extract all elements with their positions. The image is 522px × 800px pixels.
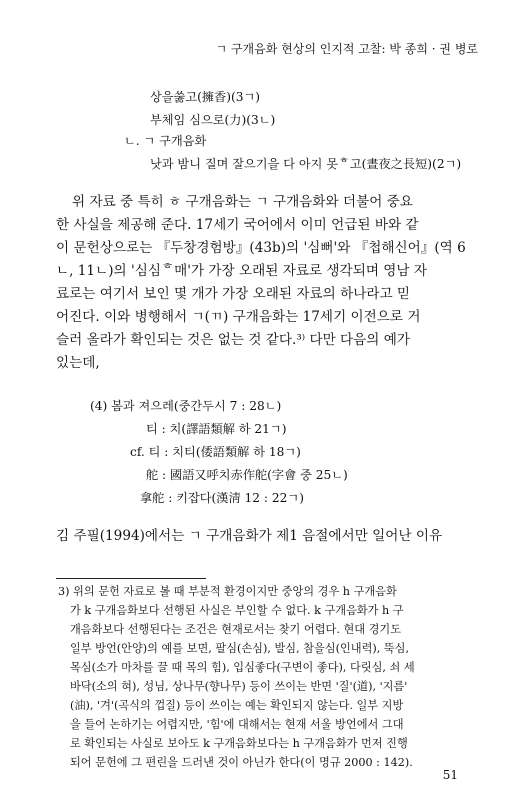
footnote-line: 되어 문헌에 그 편린을 드러낸 것이 아닌가 한다(이 명규 2000 : 142). — [70, 756, 413, 769]
body-line: ㄴ, 11ㄴ)의 '심심ᄒ매'가 가장 오래된 자료로 생각되며 영남 자 — [56, 263, 427, 279]
footnote-line: 목심(소가 마차를 끌 때 목의 힘), 입심좋다(구변이 좋다), 다릿심, 쇠 세 — [70, 661, 415, 674]
footnote-line: 가 k 구개음화보다 선행된 사실은 부인할 수 없다. k 구개음화가 h 구 — [70, 604, 404, 617]
page-number: 51 — [442, 768, 458, 782]
example-line: 티 : 치(譯語類解 하 21ㄱ) — [146, 422, 287, 436]
body-line: 슬러 올라가 확인되는 것은 없는 것 같다.³⁾ 다만 다음의 예가 — [56, 332, 411, 348]
example-line: cf. 티 : 치티(倭語類解 하 18ㄱ) — [130, 445, 301, 459]
body-line: 위 자료 중 특히 ㅎ 구개음화는 ㄱ 구개음화와 더불어 중요 — [72, 194, 413, 210]
footnote-line: 개음화보다 선행된다는 조건은 현재로서는 찾기 어렵다. 현대 경기도 — [70, 623, 402, 636]
footnote-line: 바닥(소의 혀), 성님, 상나무(향나무) 등이 쓰이는 반면 '질'(道), '지름' — [70, 680, 408, 693]
footnote-line: 일부 방언(안양)의 예를 보면, 팔심(손심), 발심, 참을심(인내력), 뚝심, — [70, 642, 410, 655]
footnote-line: 3) 위의 문헌 자료로 볼 때 부분적 환경이지만 중앙의 경우 h 구개음화 — [58, 585, 397, 598]
footnote-line: (油), '겨'(곡식의 껍질) 등이 쓰이는 예는 확인되지 않는다. 일부 지방 — [70, 699, 404, 712]
example-line: 拿舵 : 키잡다(漢淸 12 : 22ㄱ) — [140, 491, 304, 505]
body-line: 어진다. 이와 병행해서 ㄱ(ㄲ) 구개음화는 17세기 이전으로 거 — [56, 309, 421, 325]
example-line: 부체임 심으로(力)(3ㄴ) — [150, 113, 276, 127]
body-line: 이 문헌상으로는 『두창경험방』(43b)의 '심뻐'와 『첩해신어』(역 6 — [56, 240, 466, 256]
footnote-rule — [56, 578, 206, 579]
running-header: ㄱ 구개음화 현상의 인지적 고찰: 박 종희 · 권 병로 — [215, 42, 478, 56]
body-line: 있는데, — [56, 355, 100, 371]
footnote-line: 로 확인되는 사실로 보아도 k 구개음화보다는 h 구개음화가 먼저 진행 — [70, 737, 408, 750]
example-line: (4) 봄과 져으레(중간두시 7 : 28ㄴ) — [90, 399, 282, 413]
example-line: ㄴ. ㄱ 구개음화 — [124, 134, 207, 148]
body-line: 김 주필(1994)에서는 ㄱ 구개음화가 제1 음절에서만 일어난 이유 — [56, 528, 443, 544]
footnote-line: 을 들어 논하기는 어렵지만, '힘'에 대해서는 현재 서울 방언에서 그대 — [70, 718, 404, 731]
body-line: 한 사실을 제공해 준다. 17세기 국어에서 이미 언급된 바와 같 — [56, 217, 419, 233]
example-line: 낫과 밤니 질며 잘으기을 다 아지 못ᄒ고(晝夜之長短)(2ㄱ) — [150, 157, 462, 171]
example-line: 상을쑳고(擁香)(3ㄱ) — [150, 90, 261, 104]
example-line: 舵 : 國語又呼치赤作舵(字會 중 25ㄴ) — [146, 468, 348, 482]
body-line: 료로는 여기서 보인 몇 개가 가장 오래된 자료의 하나라고 믿 — [56, 286, 411, 302]
